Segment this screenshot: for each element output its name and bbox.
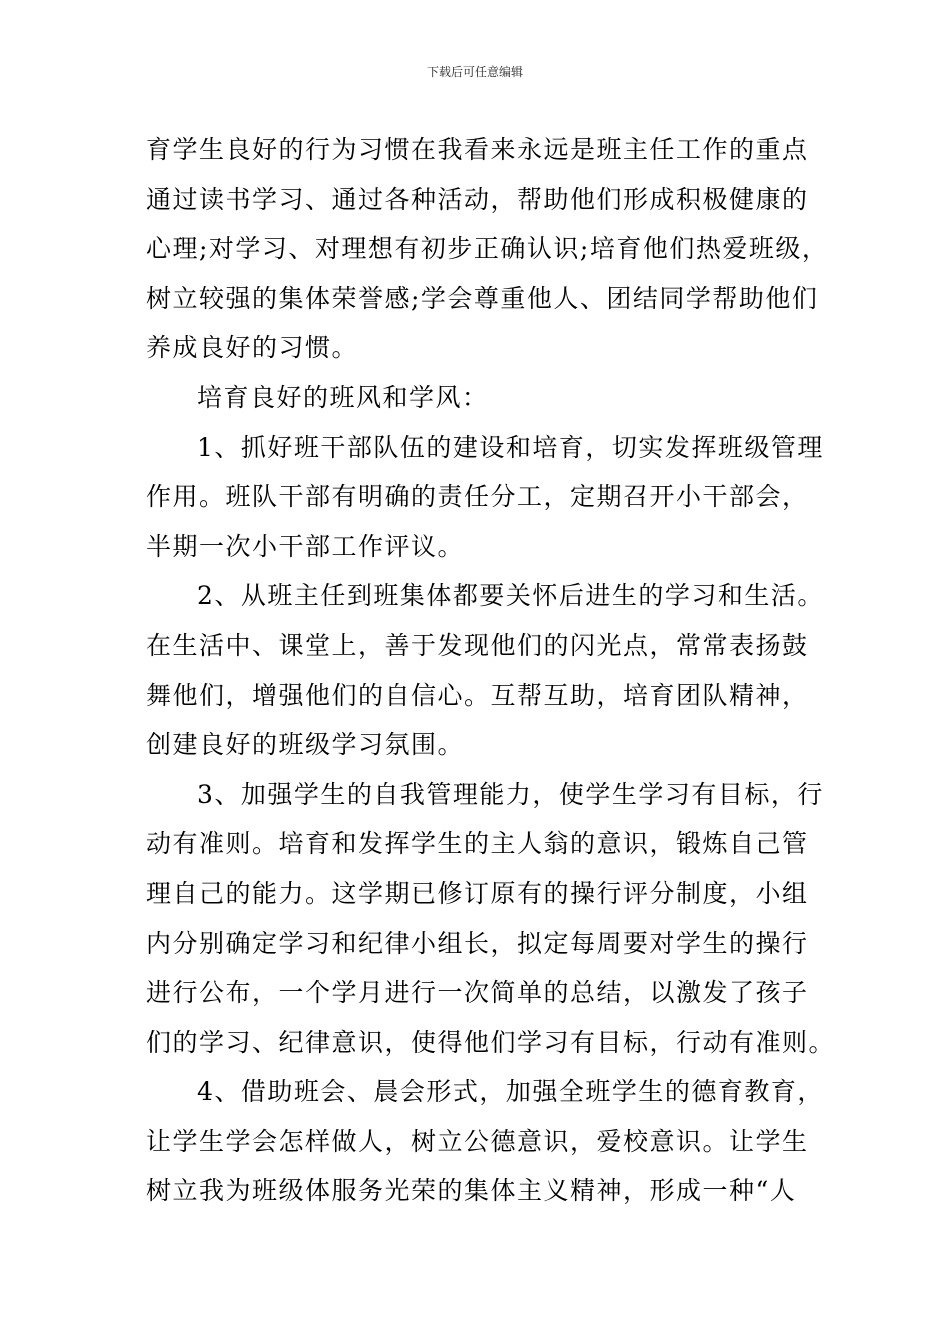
text-line: 理自己的能力。这学期已修订原有的操行评分制度，小组 (146, 878, 809, 908)
text-line: 3、加强学生的自我管理能力，使学生学习有目标，行 (197, 779, 824, 809)
text-line: 通过读书学习、通过各种活动，帮助他们形成积极健康的 (146, 184, 809, 214)
text-line: 育学生良好的行为习惯在我看来永远是班主任工作的重点 (146, 135, 809, 164)
text-line: 半期一次小干部工作评议。 (146, 531, 465, 561)
text-line: 动有准则。培育和发挥学生的主人翁的意识，锻炼自己管 (146, 829, 809, 859)
page-header: 下载后可任意编辑 (426, 65, 523, 79)
text-line: 1、抓好班干部队伍的建设和培育，切实发挥班级管理 (197, 432, 824, 462)
section-heading: 培育良好的班风和学风： (197, 382, 489, 412)
text-line: 养成良好的习惯。 (146, 333, 359, 363)
text-line: 进行公布，一个学月进行一次简单的总结，以激发了孩子 (146, 978, 809, 1008)
text-line: 在生活中、课堂上，善于发现他们的闪光点，常常表扬鼓 (146, 630, 809, 660)
text-line: 舞他们，增强他们的自信心。互帮互助，培育团队精神， (146, 680, 809, 710)
text-line: 们的学习、纪律意识，使得他们学习有目标，行动有准则。 (146, 1027, 836, 1057)
text-line: 2、从班主任到班集体都要关怀后进生的学习和生活。 (197, 581, 824, 611)
text-line: 创建良好的班级学习氛围。 (146, 730, 465, 760)
text-line: 作用。班队干部有明确的责任分工，定期召开小干部会， (146, 482, 809, 512)
text-line: 心理;对学习、对理想有初步正确认识;培育他们热爱班级， (146, 234, 829, 264)
text-line: 树立较强的集体荣誉感;学会尊重他人、团结同学帮助他们 (146, 283, 819, 313)
text-line: 让学生学会怎样做人，树立公德意识，爱校意识。让学生 (146, 1126, 809, 1156)
text-line: 树立我为班级体服务光荣的集体主义精神，形成一种“人 (146, 1176, 797, 1206)
text-line: 内分别确定学习和纪律小组长，拟定每周要对学生的操行 (146, 928, 809, 958)
text-line: 4、借助班会、晨会形式，加强全班学生的德育教育， (197, 1077, 824, 1107)
document-body (146, 125, 836, 1216)
